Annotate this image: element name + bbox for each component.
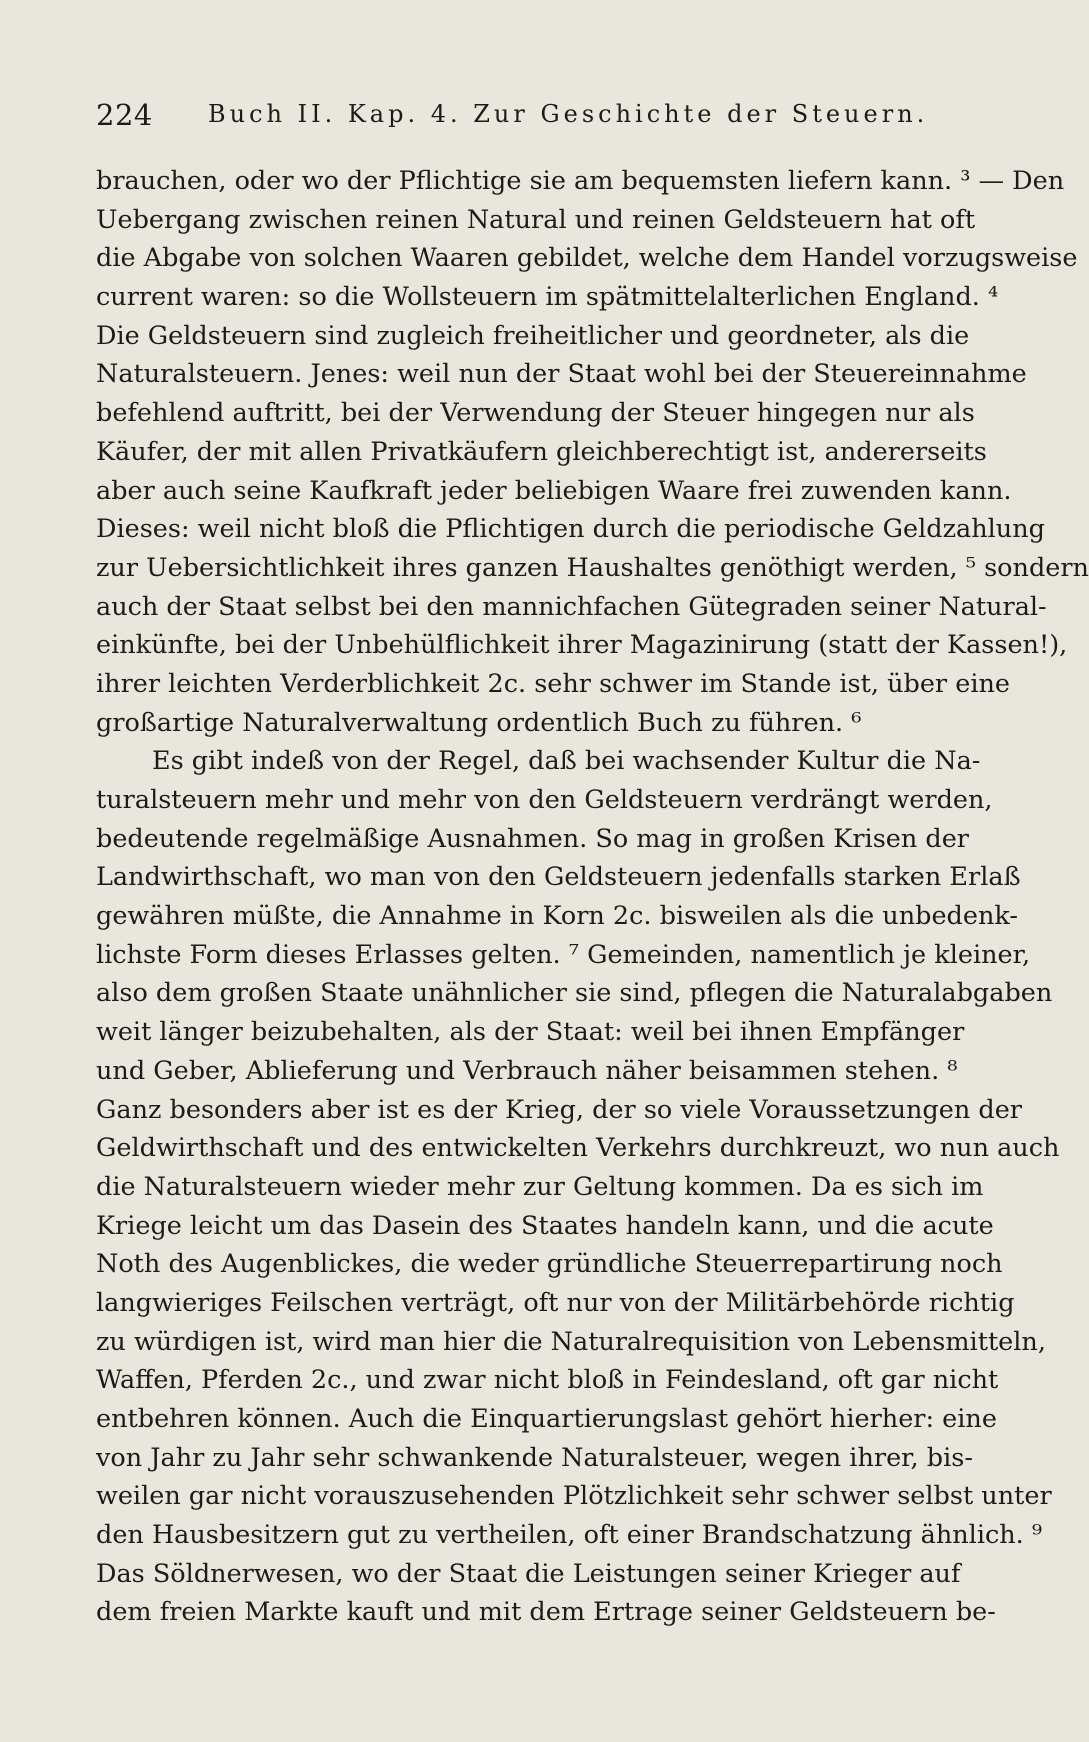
- text-line: weilen gar nicht vorauszusehenden Plötzlichkeit sehr schwer selbst unter: [96, 1481, 1052, 1512]
- text-line: Noth des Augenblickes, die weder gründliche Steuerrepartirung noch: [96, 1249, 1003, 1280]
- text-line: also dem großen Staate unähnlicher sie sind, pflegen die Naturalabgaben: [96, 978, 1053, 1009]
- text-line: Es gibt indeß von der Regel, daß bei wachsender Kultur die Na-: [152, 746, 981, 777]
- text-line: langwieriges Feilschen verträgt, oft nur von der Militärbehörde richtig: [96, 1287, 1015, 1318]
- text-line: einkünfte, bei der Unbehülflichkeit ihrer Magazinirung (statt der Kassen!),: [96, 630, 1068, 661]
- text-line: Kriege leicht um das Dasein des Staates handeln kann, und die acute: [96, 1210, 994, 1241]
- text-line: die Naturalsteuern wieder mehr zur Geltung kommen. Da es sich im: [96, 1171, 984, 1202]
- text-line: Ganz besonders aber ist es der Krieg, der so viele Voraussetzungen der: [96, 1094, 1022, 1125]
- text-line: Naturalsteuern. Jenes: weil nun der Staat wohl bei der Steuereinnahme: [96, 359, 1027, 390]
- text-line: den Hausbesitzern gut zu vertheilen, oft einer Brandschatzung ähnlich. ⁹: [96, 1520, 1043, 1551]
- text-line: dem freien Markte kauft und mit dem Ertrage seiner Geldsteuern be-: [96, 1597, 996, 1628]
- text-line: turalsteuern mehr und mehr von den Geldsteuern verdrängt werden,: [96, 785, 993, 815]
- text-line: current waren: so die Wollsteuern im spätmittelalterlichen England. ⁴: [96, 282, 999, 313]
- text-line: gewähren müßte, die Annahme in Korn 2c. bisweilen als die unbedenk-: [96, 901, 1018, 932]
- page-number: 224: [96, 98, 153, 132]
- text-line: befehlend auftritt, bei der Verwendung der Steuer hingegen nur als: [96, 398, 975, 429]
- text-line: zur Uebersichtlichkeit ihres ganzen Haushaltes genöthigt werden, ⁵ sondern: [96, 552, 1089, 583]
- text-line: von Jahr zu Jahr sehr schwankende Naturalsteuer, wegen ihrer, bis-: [96, 1442, 973, 1473]
- text-line: lichste Form dieses Erlasses gelten. ⁷ Gemeinden, namentlich je kleiner,: [96, 939, 1031, 970]
- text-line: Geldwirthschaft und des entwickelten Verkehrs durchkreuzt, wo nun auch: [96, 1133, 1060, 1164]
- page-header: [96, 98, 936, 138]
- body-text: [96, 162, 1089, 1632]
- text-line: aber auch seine Kaufkraft jeder beliebigen Waare frei zuwenden kann.: [96, 475, 1012, 506]
- text-line: Das Söldnerwesen, wo der Staat die Leistungen seiner Krieger auf: [96, 1558, 961, 1589]
- text-line: großartige Naturalverwaltung ordentlich Buch zu führen. ⁶: [96, 707, 862, 738]
- text-line: Dieses: weil nicht bloß die Pflichtigen durch die periodische Geldzahlung: [96, 514, 1045, 545]
- text-line: und Geber, Ablieferung und Verbrauch näher beisammen stehen. ⁸: [96, 1055, 958, 1086]
- running-head: Buch II. Kap. 4. Zur Geschichte der Steuern.: [208, 100, 929, 128]
- text-line: Die Geldsteuern sind zugleich freiheitlicher und geordneter, als die: [96, 320, 970, 351]
- text-line: Käufer, der mit allen Privatkäufern gleichberechtigt ist, andererseits: [96, 436, 987, 467]
- text-line: weit länger beizubehalten, als der Staat: weil bei ihnen Empfänger: [96, 1017, 965, 1048]
- text-line: die Abgabe von solchen Waaren gebildet, welche dem Handel vorzugsweise: [96, 243, 1078, 274]
- text-line: ihrer leichten Verderblichkeit 2c. sehr schwer im Stande ist, über eine: [96, 668, 1010, 699]
- text-line: Landwirthschaft, wo man von den Geldsteuern jedenfalls starken Erlaß: [96, 862, 1021, 893]
- text-line: auch der Staat selbst bei den mannichfachen Gütegraden seiner Natural-: [96, 591, 1047, 622]
- text-line: zu würdigen ist, wird man hier die Naturalrequisition von Lebensmitteln,: [96, 1326, 1046, 1357]
- text-line: Uebergang zwischen reinen Natural und reinen Geldsteuern hat oft: [96, 204, 976, 235]
- text-line: Waffen, Pferden 2c., und zwar nicht bloß in Feindesland, oft gar nicht: [96, 1365, 999, 1396]
- text-line: entbehren können. Auch die Einquartierungslast gehört hierher: eine: [96, 1404, 997, 1434]
- text-line: bedeutende regelmäßige Ausnahmen. So mag in großen Krisen der: [96, 823, 970, 854]
- text-line: brauchen, oder wo der Pflichtige sie am bequemsten liefern kann. ³ — Den: [96, 166, 1065, 196]
